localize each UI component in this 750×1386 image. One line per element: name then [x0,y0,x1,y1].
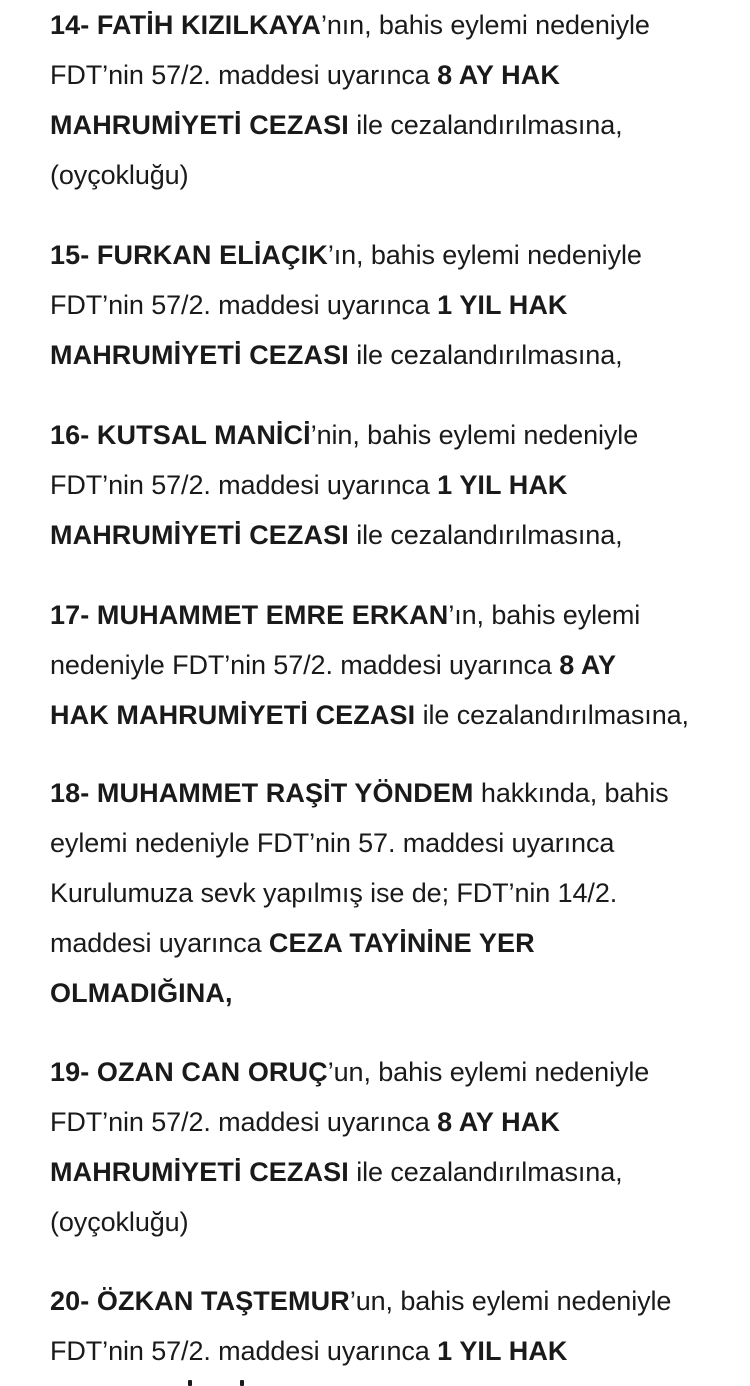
text-line [50,690,689,740]
player-name: 15- FURKAN ELİAÇIK [50,240,328,270]
text-line [50,768,669,818]
text-run: ’ın, bahis eylemi [448,600,641,630]
text-line [50,0,650,50]
text-line [50,918,669,968]
text-run: ’nin, bahis eylemi nedeniyle [310,420,639,450]
vote-note: (oyçokluğu) [50,160,189,190]
text-run: ’nın, bahis eylemi nedeniyle [320,10,650,40]
player-name: 20- ÖZKAN TAŞTEMUR [50,1286,350,1316]
text-line [50,1276,671,1326]
text-line [50,100,650,150]
text-run: hakkında, bahis [473,778,669,808]
text-line [50,280,642,330]
player-name: 19- OZAN CAN ORUÇ [50,1057,328,1087]
text-run: FDT’nin 57/2. maddesi uyarınca [50,60,438,90]
penalty-text: MAHRUMİYETİ CEZASI [50,110,349,140]
cropped-text-fragment [180,1378,260,1386]
text-line [50,230,642,280]
text-run: maddesi uyarınca [50,928,269,958]
text-line [50,330,642,380]
text-run: nedeniyle FDT’nin 57/2. maddesi uyarınca [50,650,560,680]
text-line [50,968,669,1018]
player-name: 14- FATİH KIZILKAYA [50,10,321,40]
text-line [50,868,669,918]
decision-item-14 [50,0,650,200]
text-run: ile cezalandırılmasına, [348,520,623,550]
text-run: FDT’nin 57/2. maddesi uyarınca [50,1107,438,1137]
text-run: ile cezalandırılmasına, [348,1157,623,1187]
player-name: 16- KUTSAL MANİCİ [50,420,311,450]
text-line [50,1326,671,1376]
player-name: 17- MUHAMMET EMRE ERKAN [50,600,449,630]
text-run: FDT’nin 57/2. maddesi uyarınca [50,470,438,500]
text-line [50,50,650,100]
decision-item-15 [50,230,642,380]
text-line [50,410,638,460]
glyph-fragment [240,1380,244,1386]
text-run: FDT’nin 57/2. maddesi uyarınca [50,290,438,320]
text-line [50,510,638,560]
text-line [50,818,669,868]
penalty-text: HAK MAHRUMİYETİ CEZASI [50,700,416,730]
text-run: ’un, bahis eylemi nedeniyle [327,1057,650,1087]
penalty-text: MAHRUMİYETİ CEZASI [50,1157,349,1187]
penalty-text: 8 AY HAK [437,60,560,90]
penalty-text: 8 AY HAK [437,1107,560,1137]
penalty-text: 8 AY [559,650,617,680]
text-run: ile cezalandırılmasına, [348,340,623,370]
penalty-text: 1 YIL HAK [437,470,568,500]
text-line [50,150,650,200]
text-line [50,640,689,690]
text-run: ile cezalandırılmasına, [415,700,689,730]
text-line [50,1097,649,1147]
vote-note: (oyçokluğu) [50,1207,189,1237]
penalty-text: MAHRUMİYETİ CEZASI [50,520,349,550]
text-run: ile cezalandırılmasına, [348,110,623,140]
text-line [50,1197,649,1247]
penalty-text: CEZA TAYİNİNE YER [268,928,535,958]
text-run: ’ın, bahis eylemi nedeniyle [327,240,642,270]
text-run: eylemi nedeniyle FDT’nin 57. maddesi uyarınca [50,828,615,858]
text-run: Kurulumuza sevk yapılmış ise de; FDT’nin 14/2. [50,878,618,908]
text-run: FDT’nin 57/2. maddesi uyarınca [50,1336,438,1366]
decision-item-19 [50,1047,649,1247]
glyph-fragment [188,1380,192,1386]
text-line [50,1147,649,1197]
text-line [50,1047,649,1097]
decision-item-17 [50,590,689,740]
text-line [50,460,638,510]
penalty-text: 1 YIL HAK [437,290,568,320]
decision-item-20 [50,1276,671,1376]
penalty-text: OLMADIĞINA, [50,978,233,1008]
player-name: 18- MUHAMMET RAŞİT YÖNDEM [50,778,474,808]
decision-item-16 [50,410,638,560]
decision-item-18 [50,768,669,1018]
text-line [50,590,689,640]
text-run: ’un, bahis eylemi nedeniyle [349,1286,672,1316]
penalty-text: MAHRUMİYETİ CEZASI [50,340,349,370]
penalty-text: 1 YIL HAK [437,1336,568,1366]
